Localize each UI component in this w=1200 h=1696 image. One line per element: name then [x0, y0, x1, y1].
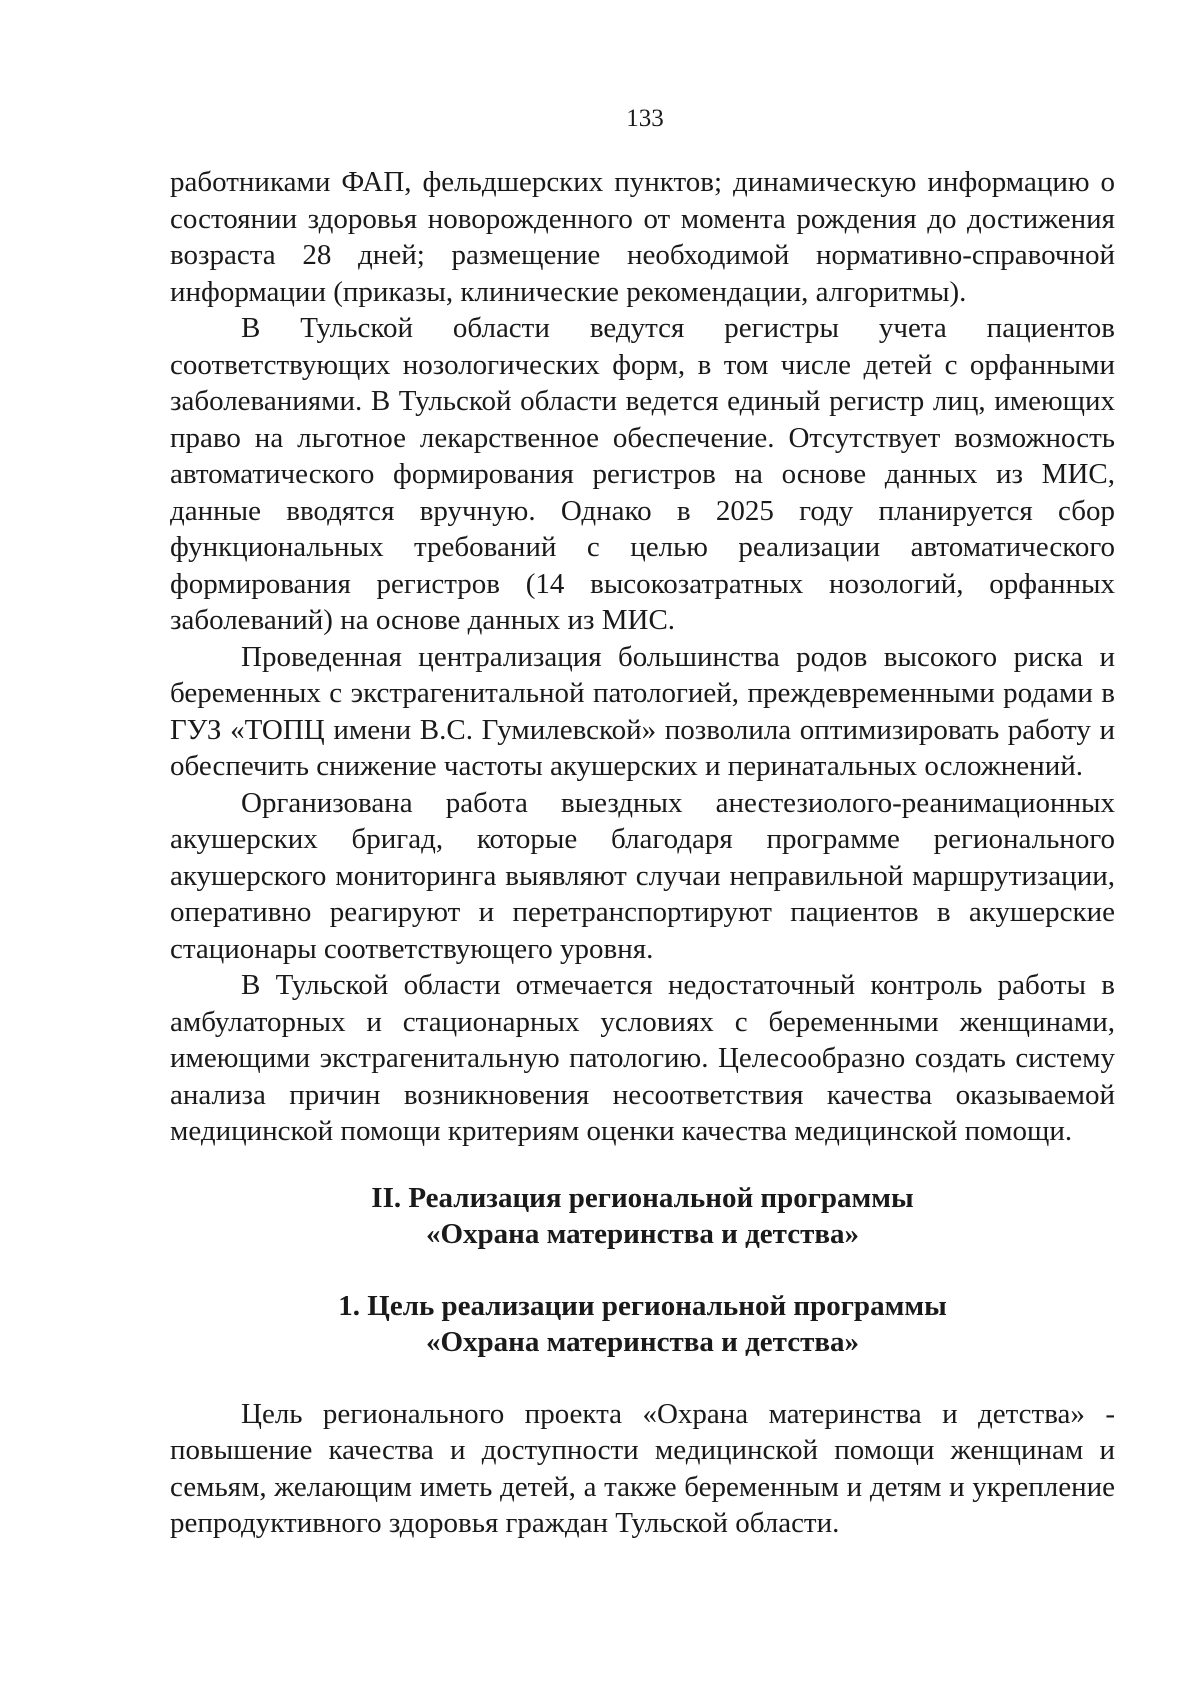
section-heading-line1: II. Реализация региональной программы	[371, 1181, 914, 1214]
section-heading-line2: «Охрана материнства и детства»	[425, 1217, 860, 1250]
page-body	[170, 164, 1115, 1542]
paragraph-goal: Цель регионального проекта «Охрана материнства и детства» - повышение качества и доступности медицинской помощи женщинам и семьям, желающим иметь детей, а также беременным и детям и укрепление репродуктивного здоровья граждан Тульской области.	[170, 1397, 1115, 1539]
subsection-heading-line1: 1. Цель реализации региональной программы	[338, 1289, 947, 1322]
paragraph-continuation: работниками ФАП, фельдшерских пунктов; динамическую информацию о состоянии здоровья новорожденного от момента рождения до достижения возраста 28 дней; размещение необходимой нормативно-справочной информации (приказы, клинические рекомендации, алгоритмы).	[170, 166, 1115, 308]
subsection-heading	[170, 1288, 1115, 1360]
subsection-heading-line2: «Охрана материнства и детства»	[425, 1325, 860, 1358]
paragraph-registers: В Тульской области ведутся регистры учета пациентов соответствующих нозологических форм, в том числе детей с орфанными заболеваниями. В Тульской области ведется единый регистр лиц, имеющих право на льготное лекарственное обеспечение. Отсутствует возможность автоматического формирования регистров на основе данных из МИС, данные вводятся вручную. Однако в 2025 году планируется сбор функциональных требований с целью реализации автоматического формирования регистров (14 высокозатратных нозологий, орфанных заболеваний) на основе данных из МИС.	[170, 312, 1115, 636]
section-heading	[170, 1180, 1115, 1252]
paragraph-brigades: Организована работа выездных анестезиолого-реанимационных акушерских бригад, которые благодаря программе регионального акушерского мониторинга выявляют случаи неправильной маршрутизации, оперативно реагируют и перетранспортируют пациентов в акушерские стационары соответствующего уровня.	[170, 786, 1115, 965]
page-number: 133	[626, 105, 664, 132]
paragraph-centralization: Проведенная централизация большинства родов высокого риска и беременных с экстрагенитальной патологией, преждевременными родами в ГУЗ «ТОПЦ имени В.С. Гумилевской» позволила оптимизировать работу и обеспечить снижение частоты акушерских и перинатальных осложнений.	[170, 640, 1115, 782]
paragraph-control: В Тульской области отмечается недостаточный контроль работы в амбулаторных и стационарных условиях с беременными женщинами, имеющими экстрагенитальную патологию. Целесообразно создать систему анализа причин возникновения несоответствия качества оказываемой медицинской помощи критериям оценки качества медицинской помощи.	[170, 969, 1115, 1147]
